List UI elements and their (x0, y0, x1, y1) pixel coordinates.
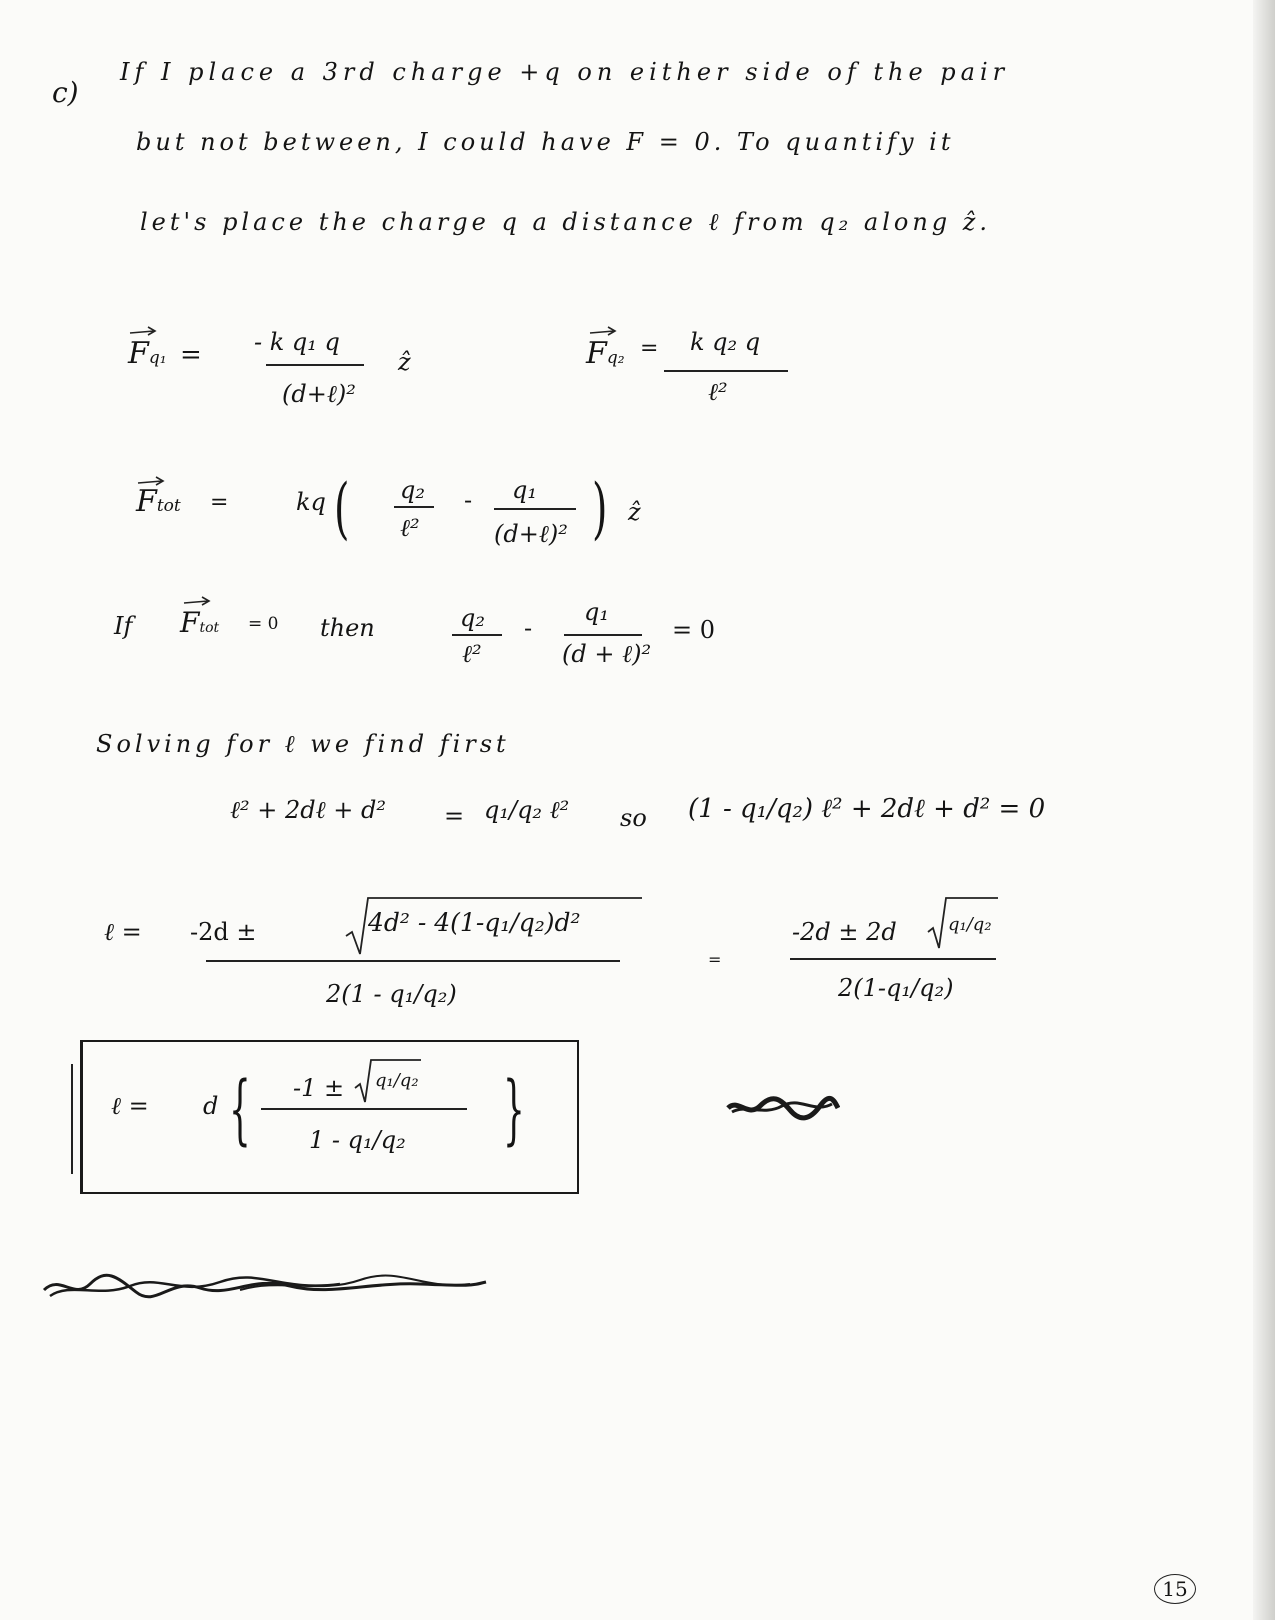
boxed-d: d (203, 1092, 219, 1120)
left-brace: { (229, 1064, 251, 1153)
ftot-eq: = (210, 490, 229, 515)
cond-frac2-num: q₁ (584, 598, 609, 626)
vector-arrow-icon (588, 326, 618, 338)
ftot-frac2-bar (494, 508, 576, 510)
fq1-eq: = (180, 340, 202, 370)
cond-if: If (114, 612, 133, 640)
ftot-prefix: kq (296, 488, 326, 516)
fq2-den: ℓ² (708, 378, 728, 406)
sol-num2-sqrt: q₁/q₂ (948, 914, 992, 935)
page-number: 15 (1154, 1574, 1196, 1604)
cond-frac1-num: q₂ (460, 604, 485, 632)
sol-num-a: -2d ± (190, 918, 257, 946)
fq1-unit: ẑ (398, 348, 411, 376)
boxed-num-a: -1 ± (293, 1074, 345, 1102)
sol-num2-a: -2d ± 2d (792, 918, 897, 946)
cond-then: then (320, 614, 375, 642)
vector-arrow-icon (128, 326, 158, 338)
sol-lhs: ℓ = (104, 918, 142, 946)
sol-frac2-bar (790, 958, 996, 960)
fq1-frac-bar (266, 364, 364, 366)
cond-frac2-bar (564, 634, 642, 636)
cond-frac1-den: ℓ² (462, 640, 482, 668)
box-double-edge (71, 1064, 73, 1174)
boxed-num-sqrt: q₁/q₂ (375, 1070, 419, 1091)
quad-rhs2: (1 - q₁/q₂) ℓ² + 2dℓ + d² = 0 (688, 794, 1046, 824)
solving-text: Solving for ℓ we find first (96, 730, 510, 758)
ftot-frac1-num: q₂ (400, 476, 425, 504)
fq1-den: (d+ℓ)² (282, 380, 356, 408)
fq2-lhs: Fq₂ (586, 336, 625, 371)
ftot-frac2-num: q₁ (512, 476, 537, 504)
left-paren: ( (334, 470, 350, 547)
cond-eq0: = 0 (248, 614, 279, 634)
cond-frac2-den: (d + ℓ)² (562, 640, 652, 668)
quad-eq: = (444, 802, 465, 830)
crossed-out-scribble (40, 1270, 490, 1304)
boxed-lhs: ℓ = (111, 1092, 149, 1120)
sol-num-sqrt: 4d² - 4(1-q₁/q₂)d² (368, 908, 581, 937)
vector-arrow-icon (136, 476, 166, 488)
sol-eq: = (708, 950, 722, 969)
fq2-num: k q₂ q (690, 328, 761, 356)
page-edge-shadow (1253, 0, 1275, 1620)
quad-so: so (620, 804, 647, 832)
sol-frac-bar (206, 960, 620, 962)
ftot-minus: - (464, 486, 473, 514)
fq2-eq: = (640, 336, 659, 361)
boxed-den: 1 - q₁/q₂ (309, 1126, 406, 1154)
cond-lhs: Ftot (180, 606, 220, 639)
fq1-num: - k q₁ q (254, 328, 340, 356)
quad-lhs: ℓ² + 2dℓ + d² (230, 796, 386, 824)
fq2-frac-bar (664, 370, 788, 372)
text-line-1: If I place a 3rd charge +q on either side of the pair (120, 58, 1010, 86)
right-paren: ) (592, 470, 608, 547)
text-line-2: but not between, I could have F = 0. To quantify it (136, 128, 955, 156)
ftot-frac2-den: (d+ℓ)² (494, 520, 568, 548)
cond-minus: - (524, 614, 533, 642)
sol-den: 2(1 - q₁/q₂) (326, 980, 457, 1008)
part-label: c) (52, 76, 79, 109)
quad-rhs: q₁/q₂ ℓ² (484, 796, 570, 824)
boxed-frac-bar (261, 1108, 467, 1110)
ftot-unit: ẑ (628, 498, 641, 526)
sol-den2: 2(1-q₁/q₂) (838, 974, 954, 1002)
vector-arrow-icon (182, 596, 212, 608)
ftot-lhs: Ftot (136, 484, 181, 519)
text-line-3: let's place the charge q a distance ℓ from q₂ along ẑ. (140, 208, 992, 236)
ftot-frac1-den: ℓ² (400, 514, 420, 542)
ftot-frac1-bar (394, 506, 434, 508)
cond-rhs: = 0 (672, 616, 716, 644)
right-brace: } (503, 1064, 525, 1153)
boxed-result (80, 1040, 579, 1194)
cond-frac1-bar (452, 634, 502, 636)
crossed-out-scribble (724, 1094, 840, 1124)
fq1-lhs: Fq₁ (128, 336, 167, 371)
